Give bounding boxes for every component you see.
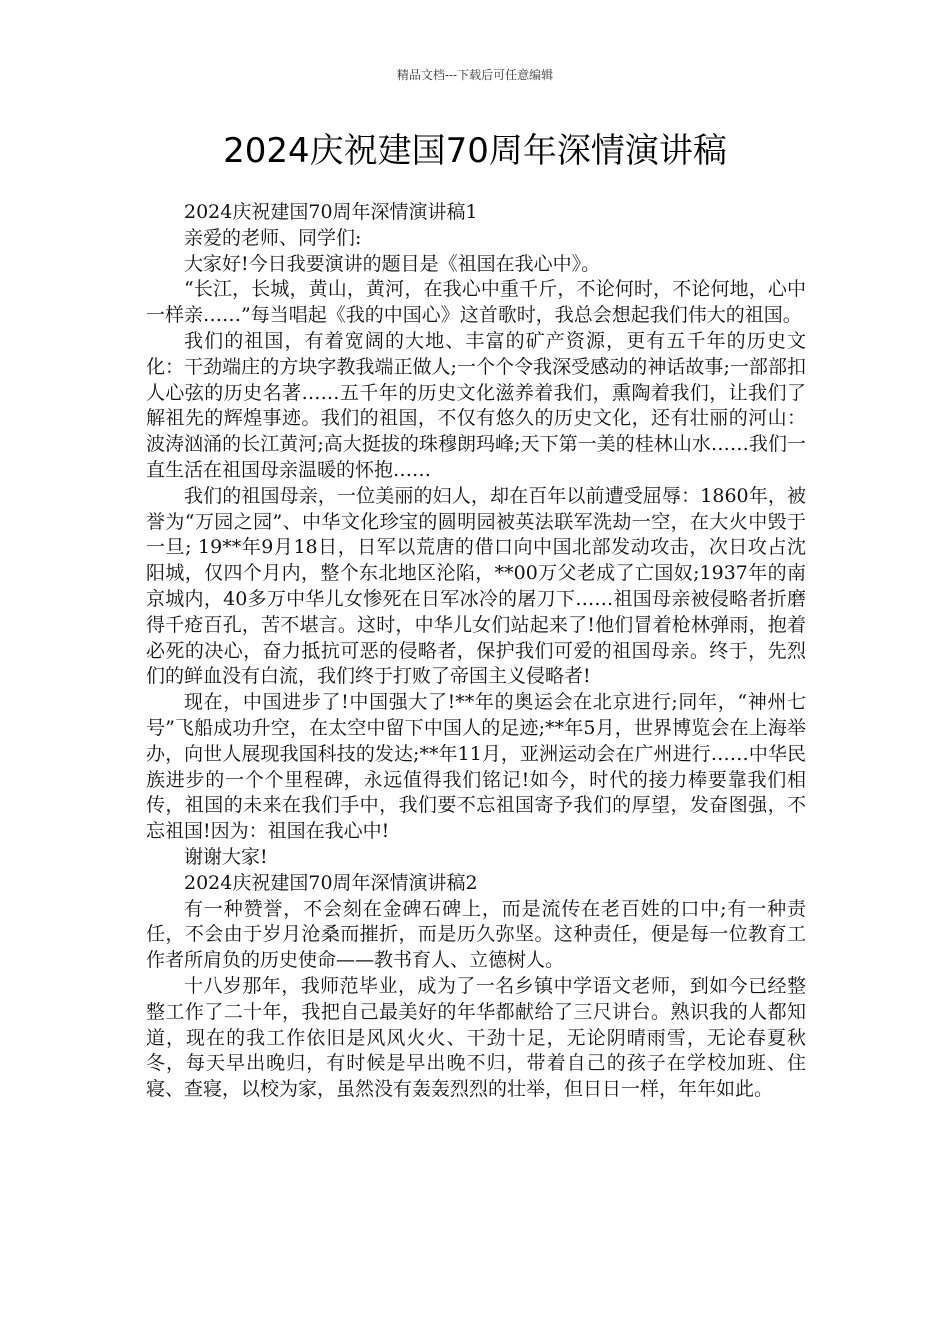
paragraph: “长江，长城，黄山，黄河，在我心中重千斤，不论何时，不论何地，心中一样亲……”每当唱起《我的中国心》这首歌时，我总会想起我们伟大的祖国。 [146, 278, 806, 327]
paragraph: 现在，中国进步了!中国强大了!**年的奥运会在北京进行;同年，“神州七号”飞船成功升空，在太空中留下中国人的足迹;**年5月，世界博览会在上海举办，向世人展现我国科技的发达;**年11月，亚洲运动会在广州进行……中华民族进步的一个个里程碑，永远值得我们铭记!如今，时代的接力棒要靠我们相传，祖国的未来在我们手中，我们要不忘祖国寄予我们的厚望，发奋图强，不忘祖国!因为：祖国在我心中! [146, 691, 806, 843]
paragraph: 大家好!今日我要演讲的题目是《祖国在我心中》。 [184, 252, 601, 275]
paragraph: 有一种赞誉，不会刻在金碑石碑上，而是流传在老百姓的口中;有一种责任，不会由于岁月沧桑而摧折，而是历久弥坚。这种责任，便是每一位教育工作者所肩负的历史使命——教书育人、立德树人。 [146, 897, 806, 972]
salutation: 亲爱的老师、同学们: [184, 226, 362, 249]
closing: 谢谢大家! [184, 845, 268, 868]
paragraph: 我们的祖国母亲，一位美丽的妇人，却在百年以前遭受屈辱：1860年，被誉为“万园之园”、中华文化珍宝的圆明园被英法联军洗劫一空，在大火中毁于一旦; 19**年9月18日，日军以荒唐的借口向中国北部发动攻击，次日攻占沈阳城，仅四个月内，整个东北地区沦陷，**00万父老成了亡国奴;1937年的南京城内，40多万中华儿女惨死在日军冰冷的屠刀下……祖国母亲被侵略者折磨得千疮百孔，苦不堪言。这时，中华儿女们站起来了!他们冒着枪林弹雨，抱着必死的决心，奋力抵抗可恶的侵略者，保护我们可爱的祖国母亲。终于，先烈们的鲜血没有白流，我们终于打败了帝国主义侵略者! [146, 484, 806, 688]
speech-2-heading: 2024庆祝建国70周年深情演讲稿2 [184, 871, 478, 894]
page-header-note: 精品文档---下载后可任意编辑 [396, 68, 554, 82]
document-body [146, 200, 806, 1103]
document-title: 2024庆祝建国70周年深情演讲稿 [223, 131, 727, 171]
paragraph: 我们的祖国，有着宽阔的大地、丰富的矿产资源，更有五千年的历史文化：干劲端庄的方块字教我端正做人;一个个令我深受感动的神话故事;一部部扣人心弦的历史名著……五千年的历史文化滋养着我们，熏陶着我们，让我们了解祖先的辉煌事迹。我们的祖国，不仅有悠久的历史文化，还有壮丽的河山：波涛汹涌的长江黄河;高大挺拔的珠穆朗玛峰;天下第一美的桂林山水……我们一直生活在祖国母亲温暖的怀抱…… [146, 329, 806, 481]
paragraph: 十八岁那年，我师范毕业，成为了一名乡镇中学语文老师，到如今已经整整工作了二十年，我把自己最美好的年华都献给了三尺讲台。熟识我的人都知道，现在的我工作依旧是风风火火、干劲十足，无论阴晴雨雪，无论春夏秋冬，每天早出晚归，有时候是早出晚不归，带着自己的孩子在学校加班、住寝、查寝，以校为家，虽然没有轰轰烈烈的壮举，但日日一样，年年如此。 [146, 974, 806, 1101]
speech-1-heading: 2024庆祝建国70周年深情演讲稿1 [184, 201, 478, 223]
